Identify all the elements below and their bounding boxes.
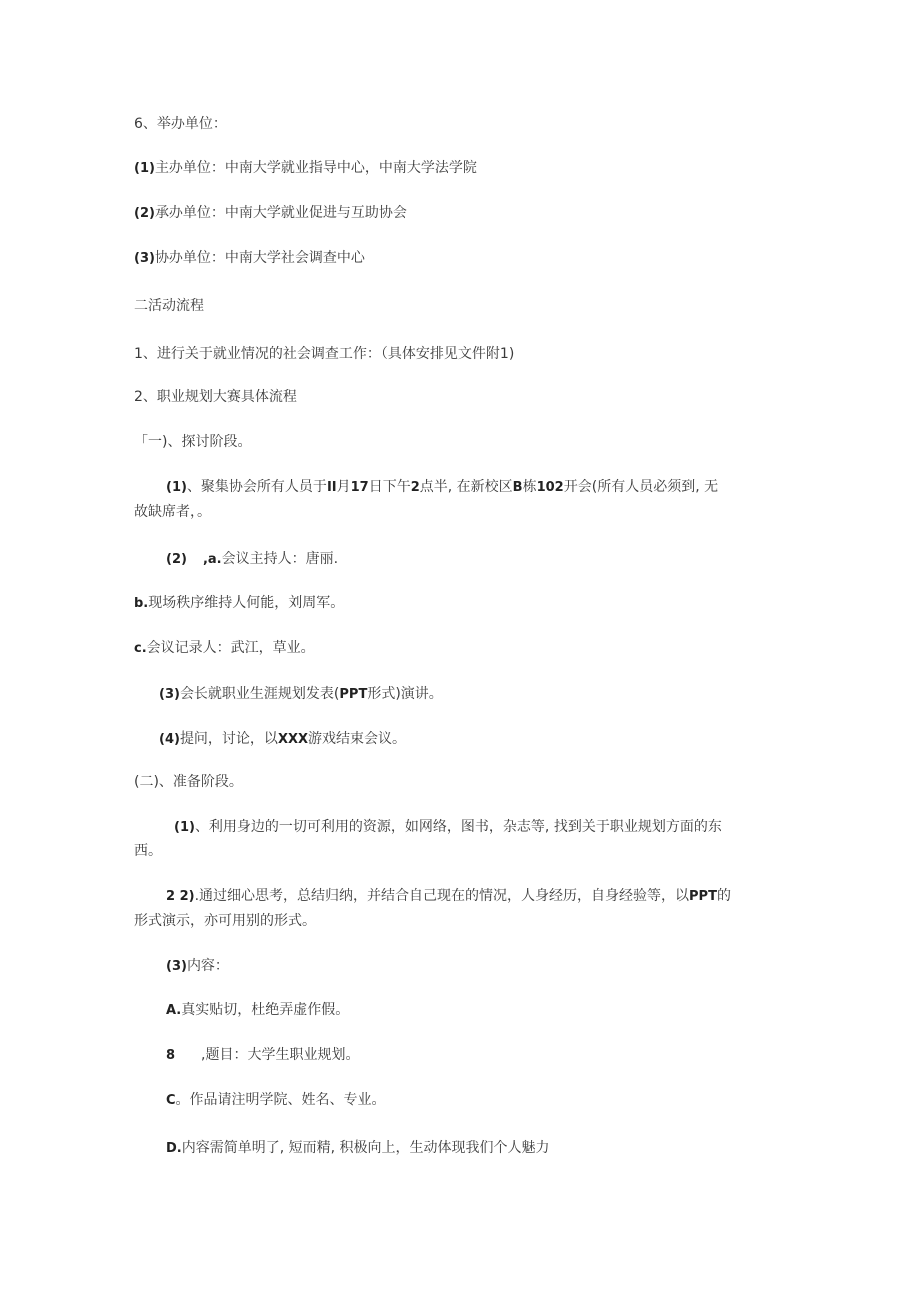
paragraph-text: 提问，讨论，以	[179, 731, 278, 747]
item-number: (3)	[159, 687, 180, 702]
paragraph-text: 形式)演讲。	[367, 686, 443, 702]
paragraph-text: 、聚集协会所有人员于	[186, 479, 327, 495]
item-number: (3)	[134, 251, 155, 266]
item-number: (3)	[166, 959, 187, 974]
item-number: (1)	[174, 820, 195, 835]
item-number: (4)	[159, 732, 180, 747]
paragraph-contest-flow	[134, 386, 297, 408]
paragraph-content-d	[166, 1137, 550, 1160]
paragraph-text: 二活动流程	[134, 298, 204, 314]
paragraph-meeting-recorders	[134, 637, 315, 660]
item-number: (1)	[166, 480, 187, 495]
paragraph-text: 点半, 在新校区	[419, 479, 513, 495]
paragraph-organizers-heading	[134, 113, 227, 135]
paragraph-thinking-line-1	[166, 885, 731, 908]
paragraph-text: 内容：	[186, 958, 229, 974]
paragraph-meeting-line-1	[166, 476, 718, 499]
paragraph-text: 协办单位：中南大学社会调查中心	[154, 250, 365, 266]
item-number: (2)	[166, 552, 187, 567]
paragraph-text: 。作品请注明学院、姓名、专业。	[175, 1092, 386, 1108]
item-number: b.	[134, 596, 149, 611]
paragraph-text: 开会(所有人员必须到, 无	[563, 479, 719, 495]
paragraph-text: (二)、准备阶段。	[134, 774, 243, 790]
room-number: 102	[536, 480, 564, 495]
item-number: A.	[166, 1003, 182, 1018]
item-number: (2)	[134, 206, 155, 221]
paragraph-use-resources-line-2	[134, 840, 162, 862]
paragraph-content-b	[166, 1044, 360, 1067]
paragraph-text: 日下午	[368, 479, 411, 495]
paragraph-meeting-host	[166, 548, 338, 571]
paragraph-host-unit	[134, 157, 477, 180]
paragraph-text: 主办单位：中南大学就业指导中心，中南大学法学院	[154, 160, 477, 176]
paragraph-text: 现场秩序维持人何能，刘周军。	[148, 595, 345, 611]
paragraph-text: 会议主持人：唐丽.	[221, 551, 339, 567]
paragraph-text: 、利用身边的一切可利用的资源，如网络，图书，杂志等, 找到关于职业规划方面的东	[194, 819, 722, 835]
paragraph-text: 栋	[522, 479, 537, 495]
item-number: 2 2)	[166, 889, 195, 904]
paragraph-text: 形式演示，亦可用别的形式。	[134, 913, 316, 929]
paragraph-content-heading	[166, 955, 229, 978]
paragraph-meeting-line-2	[134, 501, 211, 523]
building-letter: B	[512, 480, 523, 495]
game-name: XXX	[277, 732, 309, 747]
paragraph-text: 承办单位：中南大学就业促进与互助协会	[154, 205, 407, 221]
paragraph-thinking-line-2	[134, 910, 316, 932]
paragraph-text: 1、进行关于就业情况的社会调查工作：（具体安排见文件附1)	[134, 346, 515, 362]
paragraph-content-c	[166, 1089, 386, 1112]
month-number: II	[326, 480, 337, 495]
paragraph-order-keepers	[134, 592, 344, 615]
item-number: (1)	[134, 161, 155, 176]
paragraph-text: 月	[336, 479, 351, 495]
ppt-term: PPT	[339, 687, 368, 702]
ppt-term: PPT	[689, 889, 717, 904]
paragraph-text: 会长就职业生涯规划发表(	[179, 686, 340, 702]
subsection-discussion-stage	[134, 431, 251, 453]
item-number: 8	[166, 1048, 176, 1063]
paragraph-text: 西。	[134, 843, 162, 859]
paragraph-text: 2、职业规划大赛具体流程	[134, 389, 297, 405]
item-number: D.	[166, 1141, 182, 1156]
subsection-preparation-stage	[134, 771, 243, 793]
section-heading-activity-flow	[134, 295, 204, 317]
paragraph-text: 游戏结束会议。	[308, 731, 407, 747]
paragraph-text: 故缺席者，。	[134, 504, 211, 520]
paragraph-co-organizer-unit	[134, 247, 365, 270]
paragraph-organizer-unit	[134, 202, 407, 225]
paragraph-text: 内容需简单明了, 短而精, 积极向上，生动体现我们个人魅力	[181, 1140, 550, 1156]
paragraph-text: 「一)、探讨阶段。	[134, 434, 252, 450]
paragraph-questions-discussion	[159, 728, 406, 751]
paragraph-text: 会议记录人：武江，草业。	[146, 640, 315, 656]
paragraph-text: 的	[716, 888, 731, 904]
paragraph-text: 6、举办单位：	[134, 116, 227, 132]
sub-item-marker: ,a.	[202, 552, 222, 567]
paragraph-text: 真实贴切，杜绝弄虚作假。	[181, 1002, 350, 1018]
paragraph-president-speech	[159, 683, 443, 706]
paragraph-text: ,题目：大学生职业规划。	[201, 1047, 360, 1063]
day-number: 17	[350, 480, 369, 495]
paragraph-use-resources-line-1	[174, 816, 722, 839]
hour-number: 2	[410, 480, 420, 495]
item-number: c.	[134, 641, 147, 656]
item-number: C	[166, 1093, 176, 1108]
paragraph-text: .通过细心思考，总结归纳，并结合自己现在的情况，人身经历，自身经验等，以	[194, 888, 690, 904]
paragraph-content-a	[166, 999, 349, 1022]
paragraph-social-survey	[134, 343, 514, 365]
